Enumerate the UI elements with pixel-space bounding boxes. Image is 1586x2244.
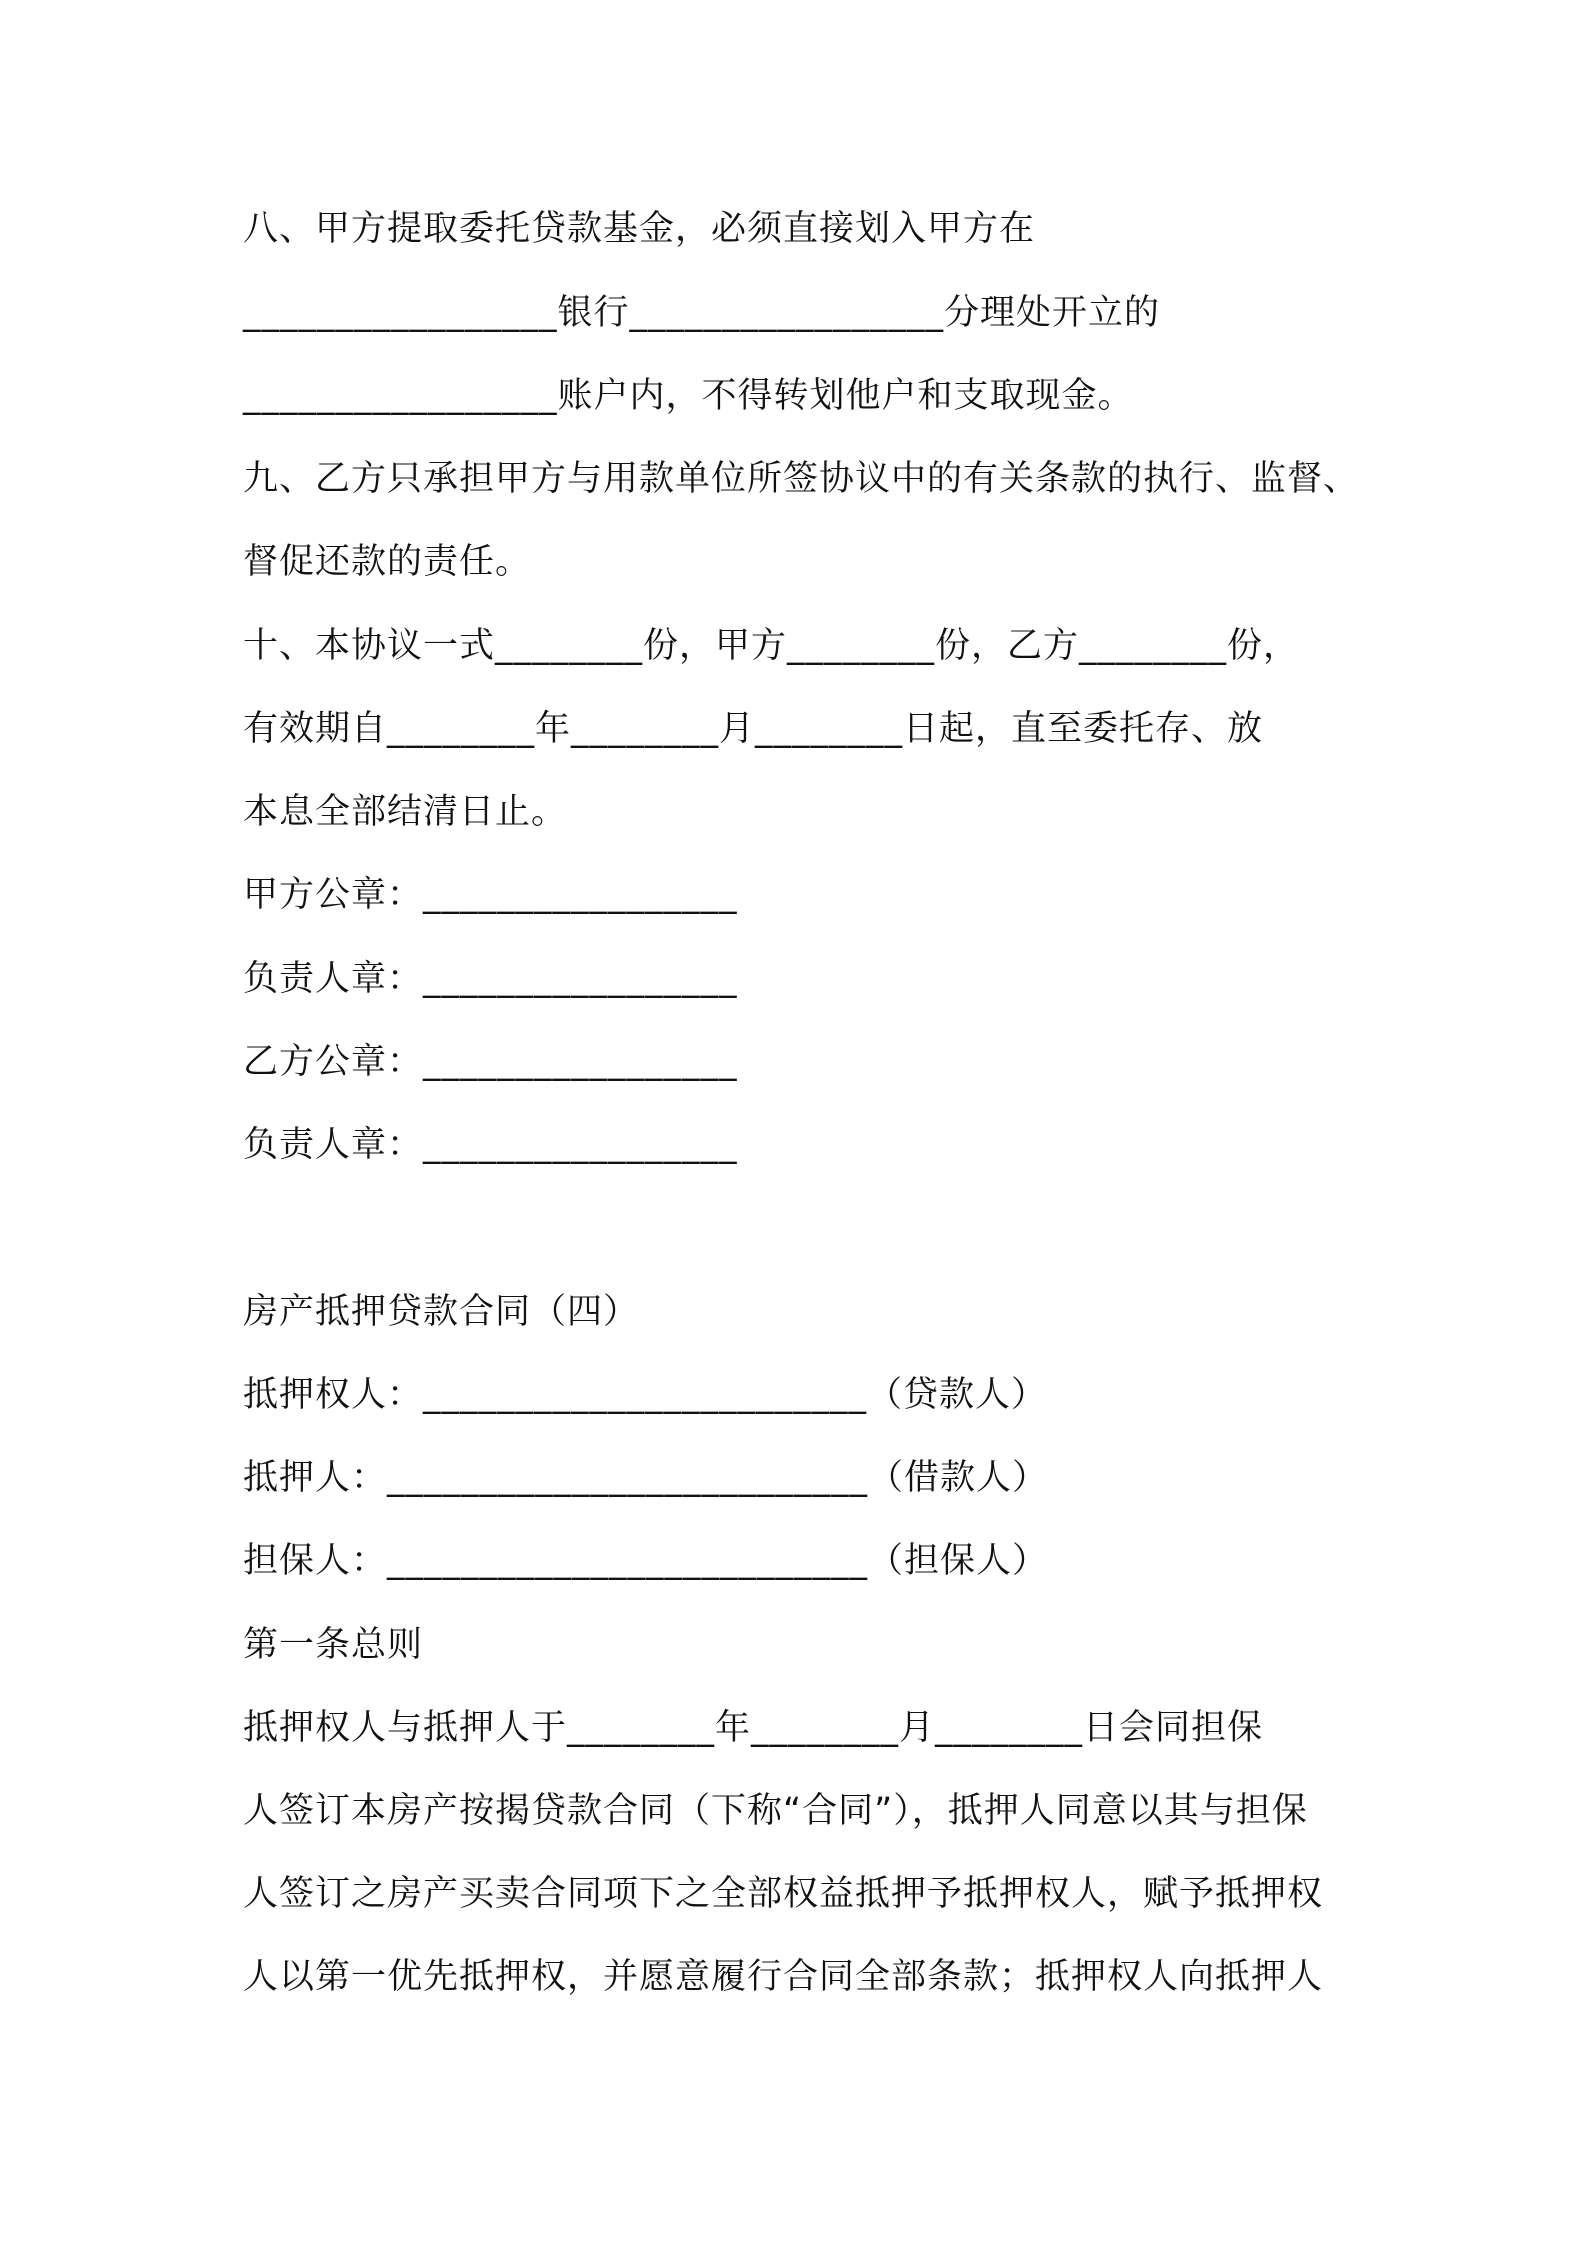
article-1-line-2: 人签订本房产按揭贷款合同（下称“合同”），抵押人同意以其与担保	[243, 1791, 1308, 1831]
article-1-line-4: 人以第一优先抵押权，并愿意履行合同全部条款；抵押权人向抵押人	[243, 1957, 1324, 1997]
article-1-line-1: 抵押权人与抵押人于________年________月________日会同担保	[243, 1708, 1264, 1748]
clause-9-line-1: 九、乙方只承担甲方与用款单位所签协议中的有关条款的执行、监督、	[243, 459, 1360, 499]
party-b-responsible-seal-line: 负责人章：_________________	[243, 1125, 738, 1165]
article-1-heading: 第一条总则	[243, 1625, 424, 1665]
clause-9-line-2: 督促还款的责任。	[243, 542, 532, 582]
party-b-seal-line: 乙方公章：_________________	[243, 1042, 738, 1082]
mortgagee-line: 抵押权人：________________________（贷款人）	[243, 1375, 1048, 1415]
clause-8-line-3: _________________账户内，不得转划他户和支取现金。	[243, 376, 1134, 416]
contract-title: 房产抵押贷款合同（四）	[243, 1292, 640, 1332]
guarantor-line: 担保人：__________________________（担保人）	[243, 1541, 1049, 1581]
clause-8-line-1: 八、甲方提取委托贷款基金，必须直接划入甲方在	[243, 209, 1036, 249]
clause-10-line-1: 十、本协议一式________份，甲方________份，乙方________份，	[243, 626, 1300, 666]
article-1-line-3: 人签订之房产买卖合同项下之全部权益抵押予抵押权人，赋予抵押权	[243, 1874, 1324, 1914]
clause-10-line-3: 本息全部结清日止。	[243, 792, 568, 832]
clause-8-line-2: _________________银行_________________分理处开立的	[243, 293, 1161, 333]
clause-10-line-2: 有效期自________年________月________日起，直至委托存、放	[243, 709, 1264, 749]
mortgagor-line: 抵押人：__________________________（借款人）	[243, 1458, 1049, 1498]
party-a-seal-line: 甲方公章：_________________	[243, 875, 738, 915]
party-a-responsible-seal-line: 负责人章：_________________	[243, 959, 738, 999]
